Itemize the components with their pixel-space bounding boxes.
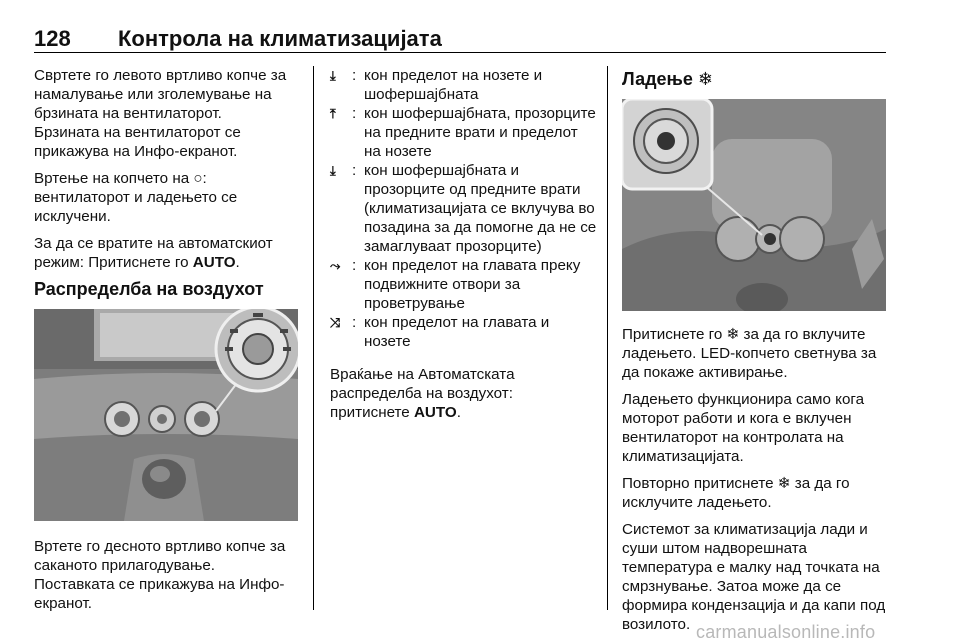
paragraph-auto-distribution: Враќање на Автоматската распределба на воздухот:	[330, 366, 515, 402]
page-header	[34, 26, 886, 53]
paragraph-fan-display: Брзината на вентилаторот се прикажува на Инфо-екранот.	[34, 124, 241, 160]
list-item: ⤓ : кон шофершајбната и прозорците од предните врати (климатизацијата се вклучува во позадина за да помогне да не се замаглуваат прозорците)	[330, 162, 597, 255]
list-item: ⤨ : кон пределот на главата и нозете	[330, 314, 550, 350]
paragraph-press-cooling: Притиснете го ❄ за да го вклучите ладењето. LED-копчето светнува за да покаже активирање.	[622, 326, 877, 381]
list-item: ⤒ : кон шофершајбната, прозорците на предните врати и пределот на нозете	[330, 105, 596, 160]
paragraph-right-knob: Вртете го десното вртливо копче за саканото прилагодување.	[34, 538, 286, 574]
column-divider	[313, 66, 314, 610]
airflow-head-icon: ⤳	[330, 258, 341, 273]
auto-label: AUTO	[413, 404, 457, 421]
column-right	[622, 66, 888, 642]
air-distribution-photo	[34, 309, 298, 521]
list-item: ⤳ : кон пределот на главата преку подвижните отвори за проветрување	[330, 257, 581, 312]
paragraph-condensation: Системот за климатизација лади и суши штом надворешната температура е малку над точката на смрзнување. Затоа може да се формира кондензација и да капи под возилото.	[622, 521, 886, 633]
paragraph-cooling-off: Повторно притиснете ❄ за да го исклучите ладењето.	[622, 475, 850, 511]
column-middle	[330, 66, 598, 430]
watermark: carmanualsonline.info	[696, 622, 876, 642]
dashboard-controls-illustration	[34, 309, 298, 521]
page-number: 128	[34, 26, 71, 51]
page-title: Контрола на климатизацијата	[118, 26, 442, 51]
airflow-windscreen-windows-icon: ⤓	[330, 163, 336, 178]
paragraph-setting-display: Поставката се прикажува на Инфо-екранот.	[34, 576, 285, 612]
cooling-photo	[622, 99, 886, 311]
airflow-windscreen-windows-foot-icon: ⤒	[330, 106, 336, 121]
paragraph-auto-mode: За да се вратите на автоматскиот режим: Притиснете го AUTO.	[34, 235, 273, 271]
cooling-button-illustration	[622, 99, 886, 311]
paragraph-cooling-conditions: Ладењето функционира само кога моторот работи и кога е вклучен вентилаторот на контролата на климатизацијата.	[622, 391, 865, 465]
auto-label: AUTO	[192, 254, 236, 271]
list-item: ⤓ : кон пределот на нозете и шофершајбната	[330, 67, 543, 103]
column-divider	[607, 66, 608, 610]
paragraph-fan-off: вентилаторот и ладењето се исклучени.	[34, 189, 238, 225]
section-heading-cooling: Ладење ❄	[622, 69, 713, 89]
airflow-head-foot-icon: ⤨	[330, 315, 341, 330]
airflow-windscreen-foot-icon: ⤓	[330, 68, 336, 83]
paragraph-knob-off: Вртење на копчето на ○:	[34, 170, 207, 187]
paragraph-fan-speed: Свртете го левото вртливо копче за намалување или зголемување на брзината на вентилаторот.	[34, 67, 287, 122]
section-heading-air-distribution: Распределба на воздухот	[34, 279, 264, 299]
paragraph-press-auto: притиснете AUTO.	[330, 404, 461, 421]
column-left	[34, 66, 300, 621]
air-distribution-list	[330, 66, 598, 351]
